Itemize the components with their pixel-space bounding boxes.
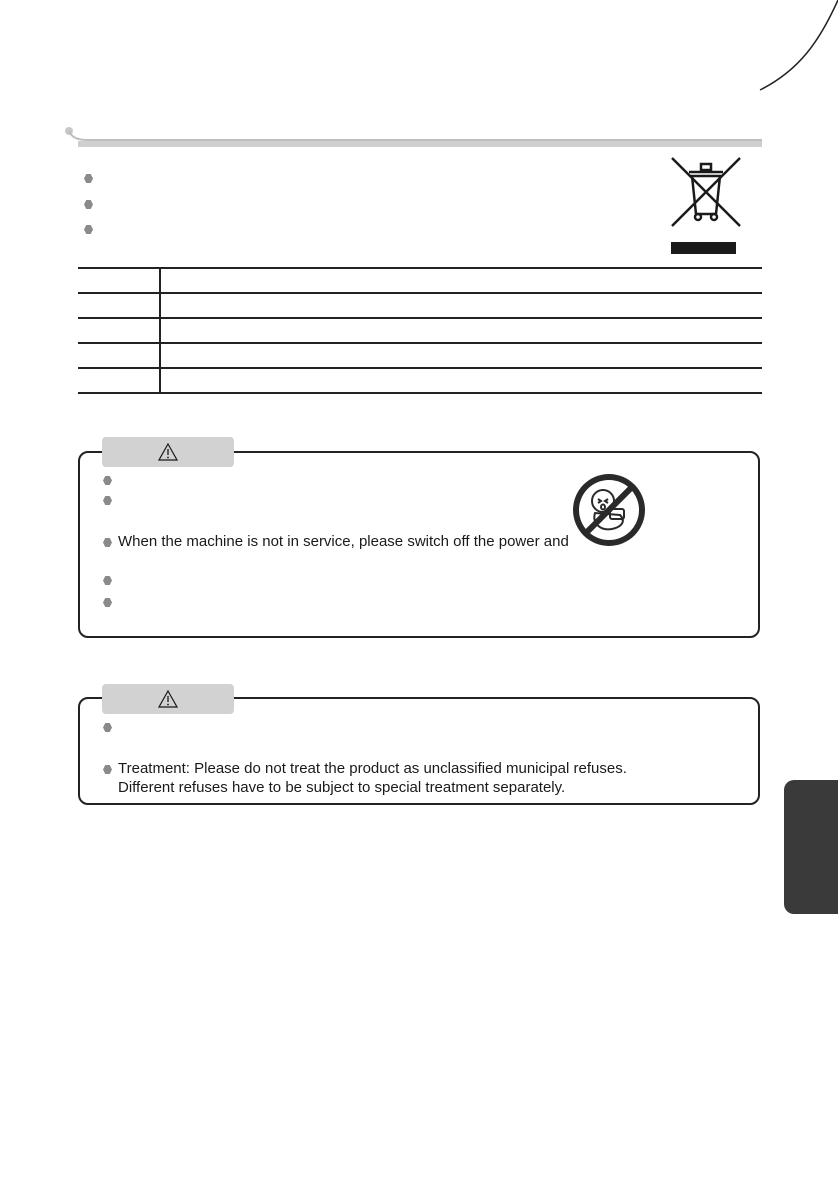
warning-triangle-icon xyxy=(158,443,178,461)
spec-table xyxy=(78,267,762,394)
no-children-icon xyxy=(570,471,648,549)
treatment-line-2: Different refuses have to be subject to special treatment separately. xyxy=(118,779,566,796)
section-header-bar xyxy=(60,126,762,150)
treatment-line-1: Treatment: Please do not treat the product as unclassified municipal refuses. xyxy=(118,760,627,777)
bullet-icon xyxy=(84,225,93,234)
crossed-out-wheelie-bin-icon xyxy=(668,154,744,230)
disposal-warning-tab xyxy=(102,684,234,714)
table-row xyxy=(78,318,762,343)
bullet-icon xyxy=(84,174,93,183)
table-row xyxy=(78,343,762,368)
table-row xyxy=(78,293,762,318)
warning-triangle-icon xyxy=(158,690,178,708)
chapter-side-tab xyxy=(784,780,838,914)
table-row xyxy=(78,268,762,293)
table-row xyxy=(78,368,762,393)
warning-tab xyxy=(102,437,234,467)
bullet-icon xyxy=(84,200,93,209)
warning-line-power: When the machine is not in service, please switch off the power and xyxy=(118,533,569,550)
weee-label-bar xyxy=(671,242,736,254)
